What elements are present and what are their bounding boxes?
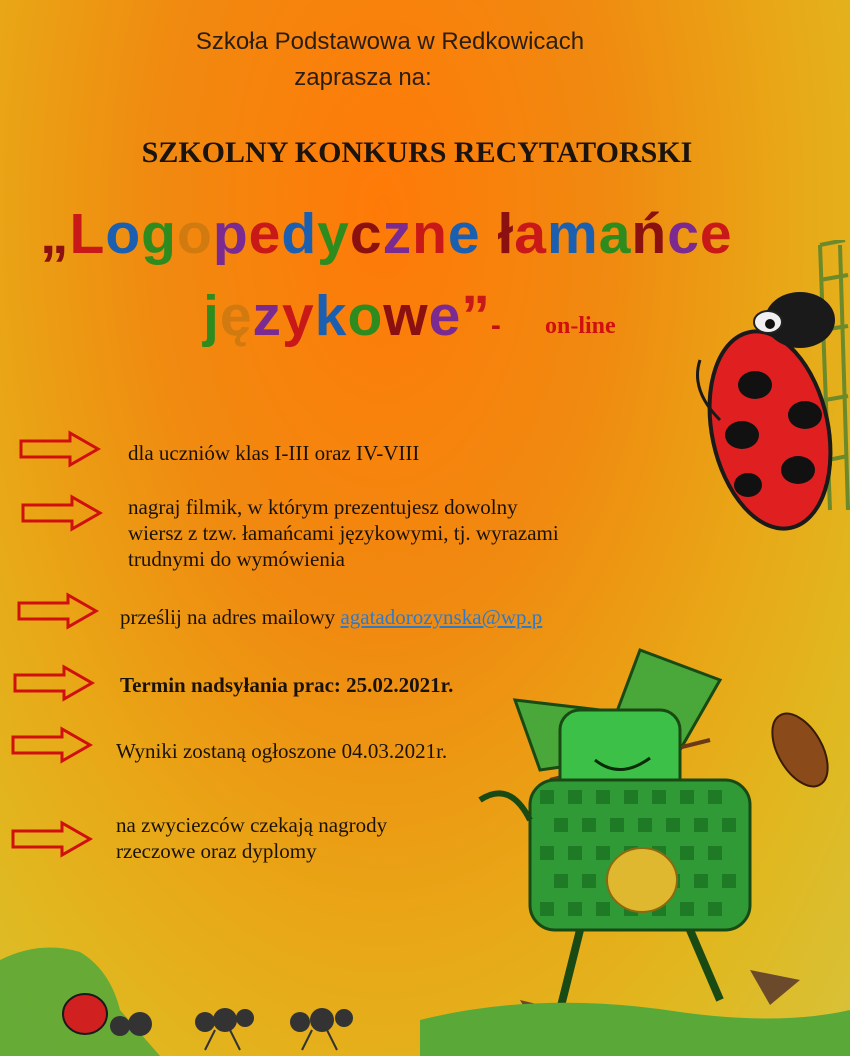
- title-letter: ł: [497, 202, 515, 266]
- send-email-text: prześlij na adres mailowy: [120, 605, 341, 629]
- title-letter: e: [248, 202, 282, 266]
- title-letter: ę: [219, 284, 253, 348]
- title-letter: k: [314, 284, 348, 348]
- item-deadline: Termin nadsyłania prac: 25.02.2021r.: [120, 673, 454, 697]
- item-eligibility: dla uczniów klas I-III oraz IV-VIII: [128, 441, 420, 465]
- title-letter: „: [40, 202, 70, 266]
- title-letter: j: [203, 284, 220, 348]
- title-letter: e: [447, 202, 481, 266]
- email-link[interactable]: agatadorozynska@wp.p: [340, 605, 543, 629]
- title-letter: o: [105, 202, 142, 266]
- title-letter: n: [412, 202, 448, 266]
- item-results-date: Wyniki zostaną ogłoszone 04.03.2021r.: [116, 739, 448, 763]
- arrow-icon: [16, 592, 100, 630]
- title-letter: ”: [461, 284, 491, 348]
- title-letter: [481, 202, 498, 266]
- arrow-icon: [12, 664, 96, 702]
- contest-heading: SZKOLNY KONKURS RECYTATORSKI: [141, 136, 693, 169]
- arrow-icon: [20, 494, 104, 532]
- title-line-2: [203, 283, 502, 349]
- title-letter: y: [282, 284, 315, 348]
- item-send-email: [120, 604, 542, 630]
- title-letter: w: [383, 284, 429, 348]
- title-letter: d: [281, 202, 318, 266]
- title-line-1: [40, 201, 733, 267]
- title-letter: z: [382, 202, 413, 266]
- title-dash: -: [490, 309, 502, 342]
- title-letter: m: [547, 202, 599, 266]
- title-letter: e: [699, 202, 733, 266]
- title-letter: p: [212, 202, 249, 266]
- title-letter: y: [317, 202, 350, 266]
- arrow-icon: [10, 820, 94, 858]
- arrow-icon: [10, 726, 94, 764]
- invite-text: zaprasza na:: [294, 64, 432, 91]
- title-letter: ń: [631, 202, 668, 266]
- title-letter: g: [141, 202, 177, 266]
- green-bug-violin-illustration: [420, 640, 850, 1056]
- school-name: Szkoła Podstawowa w Redkowicach: [195, 28, 585, 55]
- item-record-video: [128, 494, 559, 572]
- online-label: on-line: [545, 313, 616, 339]
- title-letter: e: [428, 284, 462, 348]
- item-record-video-line: trudnymi do wymówienia: [128, 547, 345, 571]
- title-letter: z: [252, 284, 283, 348]
- title-letter: a: [514, 202, 547, 266]
- item-prizes-line: na zwyciezców czekają nagrody: [116, 813, 388, 837]
- item-prizes: [116, 812, 387, 864]
- title-letter: o: [176, 202, 213, 266]
- title-letter: a: [598, 202, 632, 266]
- title-letter: c: [667, 202, 700, 266]
- title-letter: c: [349, 202, 383, 266]
- title-letter: o: [347, 284, 384, 348]
- item-record-video-line: wiersz z tzw. łamańcami językowymi, tj. wyrazami: [128, 521, 559, 545]
- title-letter: L: [69, 202, 106, 266]
- ladybug-illustration: [680, 240, 850, 540]
- ants-illustration: [0, 930, 420, 1056]
- item-prizes-line: rzeczowe oraz dyplomy: [116, 839, 317, 863]
- arrow-icon: [18, 430, 102, 468]
- item-record-video-line: nagraj filmik, w którym prezentujesz dowolny: [128, 495, 518, 519]
